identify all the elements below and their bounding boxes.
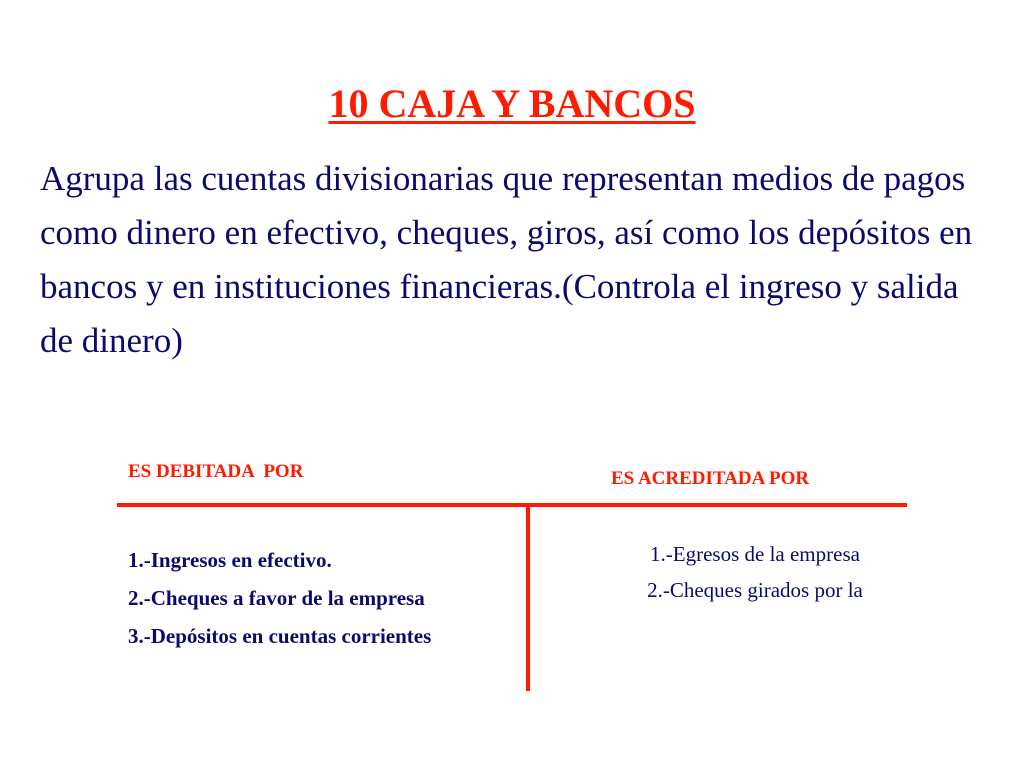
t-account-horizontal-line (117, 503, 907, 507)
debit-header: ES DEBITADA POR (128, 461, 304, 482)
credit-item-2: 2.-Cheques girados por la (647, 578, 863, 602)
slide-title (0, 80, 1024, 128)
slide-description: Agrupa las cuentas divisionarias que representan medios de pagos como dinero en efectivo, cheques, giros, así como los depósitos en bancos y en instituciones financieras.(Controla el ingreso y salida de dinero) (40, 159, 973, 360)
credit-item-1: 1.-Egresos de la empresa (650, 542, 860, 566)
debit-item-2: 2.-Cheques a favor de la empresa (128, 586, 425, 610)
debit-item-1: 1.-Ingresos en efectivo. (128, 548, 332, 572)
debit-list (128, 544, 458, 658)
t-account-vertical-line (526, 505, 530, 691)
debit-item-3: 3.-Depósitos en cuentas corrientes (128, 624, 432, 648)
slide-title-text: 10 CAJA Y BANCOS (328, 81, 696, 126)
credit-list (590, 536, 920, 608)
credit-header: ES ACREDITADA POR (611, 468, 810, 489)
